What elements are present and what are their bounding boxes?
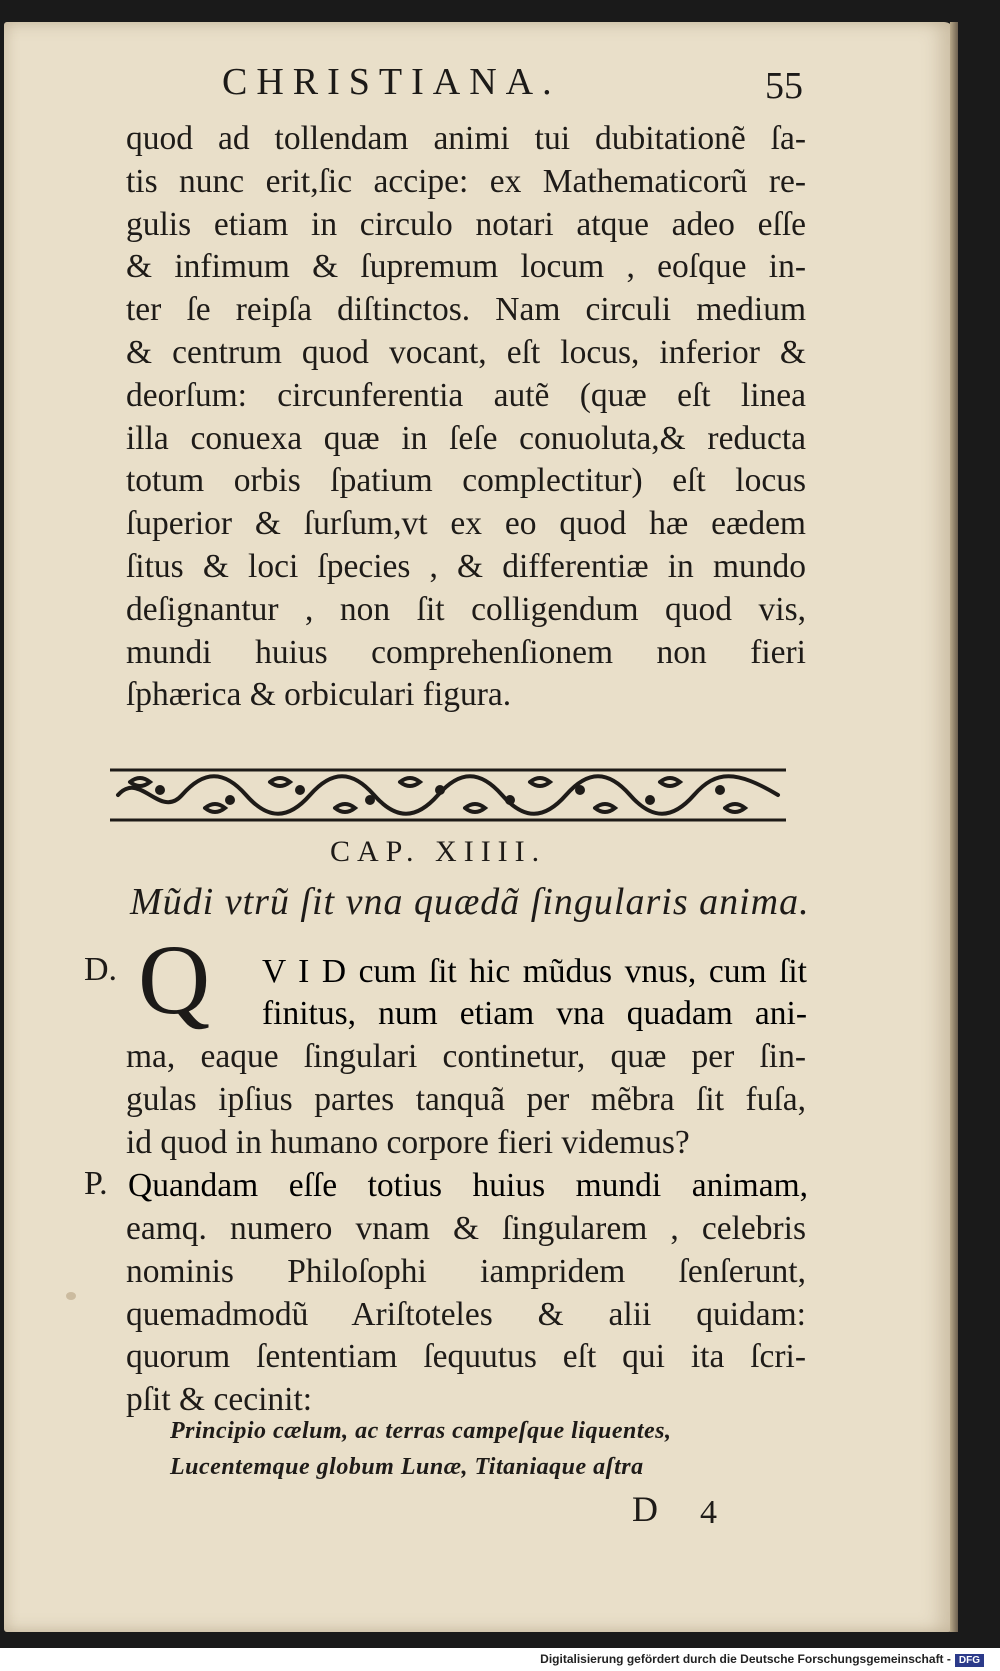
text-line: totum orbis ſpatium complectitur) eſt locus bbox=[126, 462, 806, 500]
speaker-label-p: P. bbox=[84, 1165, 108, 1202]
text-line: V I D cum ſit hic mũdus vnus, cum ſit bbox=[262, 953, 807, 990]
text-line: nominis Philoſophi iampridem ſenſerunt, bbox=[126, 1252, 806, 1290]
text-line: deorſum: circunferentia autẽ (quæ eſt linea bbox=[126, 376, 806, 414]
chapter-number: CAP. XIIII. bbox=[330, 835, 547, 868]
text-line: gulis etiam in circulo notari atque adeo eſſe bbox=[126, 205, 806, 243]
drop-cap: Q bbox=[138, 924, 211, 1035]
text-line: illa conuexa quæ in ſeſe conuoluta,& reducta bbox=[126, 419, 806, 457]
verse-line: Lucentemque globum Lunæ, Titaniaque aſtra bbox=[170, 1454, 644, 1480]
digitization-credit bbox=[540, 1652, 984, 1667]
verse-line: Principio cælum, ac terras campeſque liquentes, bbox=[170, 1418, 672, 1444]
paragraph-1 bbox=[126, 118, 806, 717]
dfg-logo: DFG bbox=[955, 1654, 984, 1667]
text-line: quemadmodũ Ariſtoteles & alii quidam: bbox=[126, 1295, 806, 1333]
answer-paragraph bbox=[126, 1208, 806, 1422]
text-line: ſitus & loci ſpecies , & differentiæ in mundo bbox=[126, 547, 806, 585]
chapter-title: Mũdi vtrũ ſit vna quædã ſingularis anima. bbox=[130, 881, 810, 923]
text-line: ſuperior & ſurſum,vt ex eo quod hæ eædem bbox=[126, 505, 806, 543]
question-paragraph bbox=[126, 1036, 806, 1164]
text-line: mundi huius comprehenſionem non fieri bbox=[126, 633, 806, 671]
text-line: & infimum & ſupremum locum , eoſque in- bbox=[126, 248, 806, 286]
page-number: 55 bbox=[765, 65, 803, 107]
text-line: eamq. numero vnam & ſingularem , celebris bbox=[126, 1210, 806, 1247]
text-line: id quod in humano corpore fieri videmus? bbox=[126, 1123, 690, 1161]
signature-mark: D bbox=[632, 1489, 658, 1529]
signature-number: 4 bbox=[700, 1494, 717, 1531]
text-line: Quandam eſſe totius huius mundi animam, bbox=[128, 1167, 808, 1204]
page-header bbox=[222, 60, 840, 110]
ink-spot bbox=[66, 1292, 76, 1300]
credit-text: Digitalisierung gefördert durch die Deutsche Forschungsgemeinschaft - bbox=[540, 1652, 951, 1666]
text-line: & centrum quod vocant, eſt locus, inferior & bbox=[126, 333, 806, 371]
text-line: deſignantur , non ſit colligendum quod vis, bbox=[126, 590, 806, 628]
text-line: quod ad tollendam animi tui dubitationẽ ſa- bbox=[126, 120, 806, 157]
text-line: gulas ipſius partes tanquã per mẽbra ſit fuſa, bbox=[126, 1080, 806, 1118]
page-edge bbox=[950, 22, 958, 1632]
text-line: finitus, num etiam vna quadam ani- bbox=[262, 995, 807, 1032]
running-head: CHRISTIANA. bbox=[222, 61, 561, 103]
text-line: ma, eaque ſingulari continetur, quæ per ſin- bbox=[126, 1038, 806, 1075]
ornamental-band bbox=[110, 760, 786, 830]
text-line: ter ſe reipſa diſtinctos. Nam circuli medium bbox=[126, 291, 806, 329]
text-line: pſit & cecinit: bbox=[126, 1381, 313, 1419]
text-line: ſphærica & orbiculari figura. bbox=[126, 676, 512, 714]
speaker-label-d: D. bbox=[84, 951, 118, 988]
text-line: tis nunc erit,ſic accipe: ex Mathematicorũ re- bbox=[126, 162, 806, 200]
text-line: quorum ſententiam ſequutus eſt qui ita ſcri- bbox=[126, 1338, 806, 1376]
